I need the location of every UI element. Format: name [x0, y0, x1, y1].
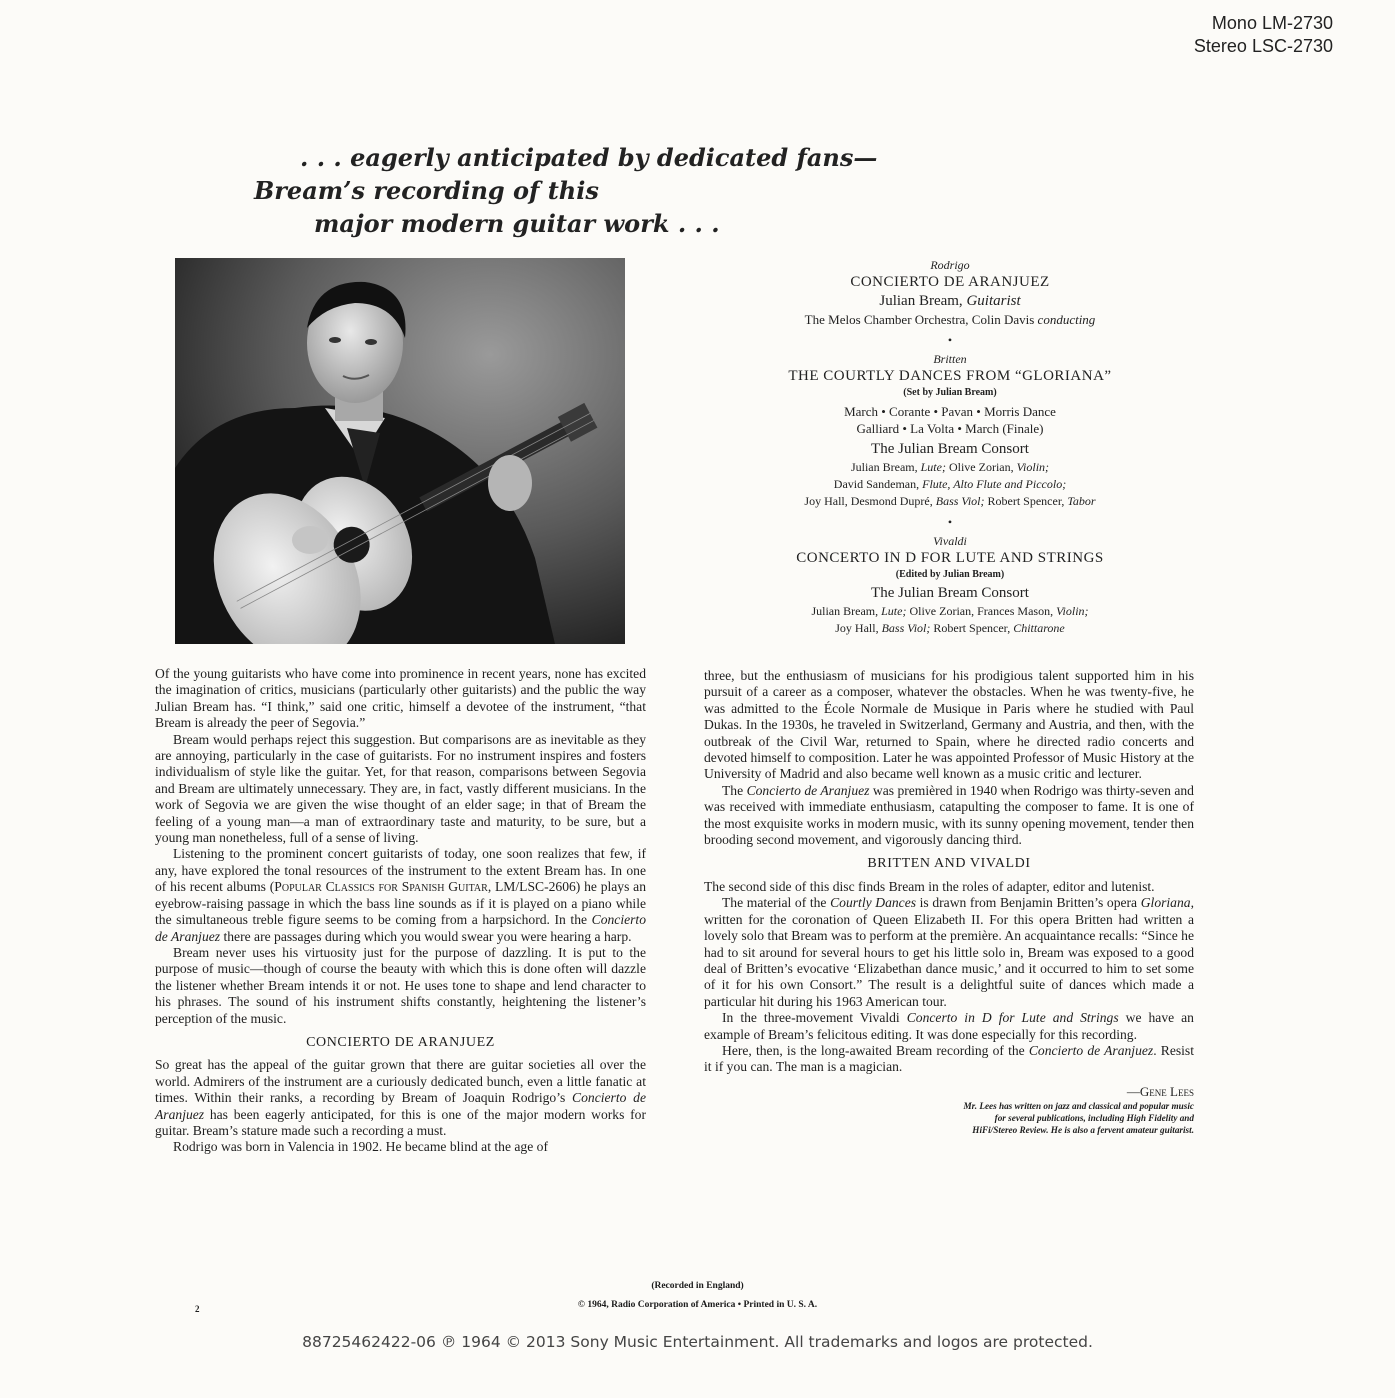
section-heading: BRITTEN AND VIVALDI: [867, 856, 1031, 872]
paragraph: The material of the Courtly Dances is drawn from Benjamin Britten’s opera Gloriana, written for the coronation of Queen Elizabeth II. For this opera Britten had written a lovely solo that Bream was to perform at the première. An acquaintance recalls: “Since he had to sit around for several hours to get his little solo in, Bream was exposed to a good deal of Britten’s evocative ‘Elizabethan dance music,’ and it occurred to him to set some of it for his own Consort.” The result is a delightful suite of dances which made a particular hit during his 1963 American tour.: [704, 895, 1194, 1009]
paragraph: In the three-movement Vivaldi Concerto in D for Lute and Strings we have an example of Bream’s felicitous editing. It was done especially for this recording.: [704, 1010, 1194, 1042]
performers-line-1: Julian Bream, Lute; Olive Zorian, Violin;: [850, 460, 1050, 474]
catalog-numbers: [1194, 12, 1333, 58]
separator-bullet: •: [947, 515, 953, 529]
paragraph: Here, then, is the long-awaited Bream recording of the Concierto de Aranjuez. Resist it if you can. The man is a magician.: [704, 1042, 1194, 1075]
headline-line-3: major modern guitar work . . .: [314, 209, 720, 238]
liner-notes-right-column: [704, 668, 1194, 1136]
dance-list-1: March • Corante • Pavan • Morris Dance: [844, 404, 1056, 419]
composer-rodrigo: Rodrigo: [930, 258, 970, 272]
ensemble-credit: The Julian Bream Consort: [871, 585, 1029, 601]
soloist-credit: Julian Bream, Guitarist: [879, 293, 1021, 309]
liner-notes-left-column: [155, 666, 646, 1156]
edited-by-note: (Edited by Julian Bream): [895, 569, 1005, 580]
performers-line-1: Julian Bream, Lute; Olive Zorian, Frances Mason, Violin;: [811, 604, 1089, 618]
author-signature: —Gene Lees: [1126, 1083, 1194, 1099]
paragraph: Bream never uses his virtuosity just for the purpose of dazzling. It is put to the purpose of music—though of course the beauty with which this is done often will dazzle the listener whether Bream intends it or not. He uses tone to shape and lend character to his phrases. The sound of his instrument shifts constantly, heightening the listener’s perception of the music.: [155, 944, 646, 1026]
dance-list-2: Galliard • La Volta • March (Finale): [856, 421, 1044, 436]
paragraph: three, but the enthusiasm of musicians for his prodigious talent supported him in his pursuit of a career as a composer, whatever the obstacles. When he was twenty-five, he was admitted to the École Normale de Musique in Paris where he studied with Paul Dukas. In the 1930s, he traveled in Switzerland, Germany and Austria, and then, with the outbreak of the Civil War, returned to Spain, where he directed radio concerts and devoted himself to composition. Later he was appointed Professor of Music History at the University of Madrid and also became well known as a music critic and lecturer.: [704, 668, 1194, 782]
performers-line-2: David Sandeman, Flute, Alto Flute and Piccolo;: [833, 477, 1067, 491]
page-number: 2: [195, 1304, 200, 1314]
paragraph: Listening to the prominent concert guitarists of today, one soon realizes that few, if any, have explored the tonal resources of the instrument to the extent Bream has. In one of his recent albums (Popular Classics for Spanish Guitar, LM/LSC-2606) he plays an eyebrow-raising passage in which the bass line sounds as if it is played on a piano while the simultaneous treble figure seems to be coming from a harpsichord. In the Concierto de Aranjuez there are passages during which you would swear you were hearing a harp.: [155, 846, 646, 944]
author-note-line-3: HiFi/Stereo Review. He is also a fervent amateur guitarist.: [972, 1125, 1194, 1136]
ensemble-credit: The Julian Bream Consort: [871, 441, 1029, 457]
work-title-concerto-in-d: CONCERTO IN D FOR LUTE AND STRINGS: [796, 550, 1104, 566]
mono-catalog: Mono LM-2730: [1211, 13, 1333, 33]
section-heading: CONCIERTO DE ARANJUEZ: [306, 1034, 495, 1050]
performers-line-3: Joy Hall, Desmond Dupré, Bass Viol; Robert Spencer, Tabor: [804, 494, 1096, 508]
paragraph: Of the young guitarists who have come into prominence in recent years, none has excited the imagination of critics, musicians (particularly other guitarists) and the public the way Julian Bream has. “I think,” said one critic, himself a devotee of the instrument, “that Bream is already the peer of Segovia.”: [155, 666, 646, 731]
legal-notice: 88725462422-06 ℗ 1964 © 2013 Sony Music Entertainment. All trademarks and logos are protected.: [302, 1333, 1093, 1351]
composer-vivaldi: Vivaldi: [933, 534, 967, 548]
work-title-concierto: CONCIERTO DE ARANJUEZ: [850, 274, 1050, 290]
copyright-line: © 1964, Radio Corporation of America • Printed in U. S. A.: [577, 1300, 818, 1310]
recorded-in-note: (Recorded in England): [651, 1281, 744, 1291]
paragraph: The Concierto de Aranjuez was premièred in 1940 when Rodrigo was thirty-seven and was received with immediate enthusiasm, catapulting the composer to fame. It is one of the most exquisite works in modern music, with its sunny opening movement, tender then brooding second movement, and vigorously dancing third.: [704, 782, 1194, 848]
author-note-line-2: for several publications, including High Fidelity and: [994, 1113, 1194, 1124]
author-note-line-1: Mr. Lees has written on jazz and classical and popular music: [963, 1101, 1194, 1112]
separator-bullet: •: [947, 333, 953, 347]
paragraph: So great has the appeal of the guitar grown that there are guitar societies all over the world. Admirers of the instrument are a curiously dedicated bunch, even a little fanatic at times. Within their ranks, a recording by Bream of Joaquin Rodrigo’s Concierto de Aranjuez has been eagerly anticipated, for this is one of the major modern works for guitar. Bream’s stature made such a recording a must.: [155, 1057, 646, 1138]
headline-line-2: Bream’s recording of this: [254, 176, 599, 205]
composer-britten: Britten: [933, 352, 967, 366]
set-by-note: (Set by Julian Bream): [903, 387, 997, 398]
stereo-catalog: Stereo LSC-2730: [1193, 36, 1333, 56]
orchestra-credit: The Melos Chamber Orchestra, Colin Davis conducting: [804, 312, 1096, 327]
paragraph: Bream would perhaps reject this suggestion. But comparisons are as inevitable as they are annoying, particularly in the case of guitarists. For no instrument inspires and fosters individualism of style like the guitar. Yet, for that reason, comparisons between Segovia and Bream are ultimately unnecessary. They are, in fact, vastly different musicians. In the work of Segovia we are given the wise thought of an elder sage; in that of Bream the feeling of a young man—a man of extraordinary taste and maturity, to be sure, but a young man nonetheless, full of a sense of living.: [155, 731, 646, 846]
artist-photo: [175, 258, 625, 644]
headline-line-1: . . . eagerly anticipated by dedicated fans—: [300, 143, 878, 172]
guitarist-illustration: [175, 258, 625, 644]
paragraph: The second side of this disc finds Bream in the roles of adapter, editor and lutenist.: [704, 878, 1155, 894]
program-credits: [740, 258, 1160, 637]
performers-line-2: Joy Hall, Bass Viol; Robert Spencer, Chittarone: [835, 621, 1065, 635]
work-title-courtly-dances: THE COURTLY DANCES FROM “GLORIANA”: [788, 368, 1112, 384]
paragraph: Rodrigo was born in Valencia in 1902. He became blind at the age of: [173, 1139, 548, 1155]
